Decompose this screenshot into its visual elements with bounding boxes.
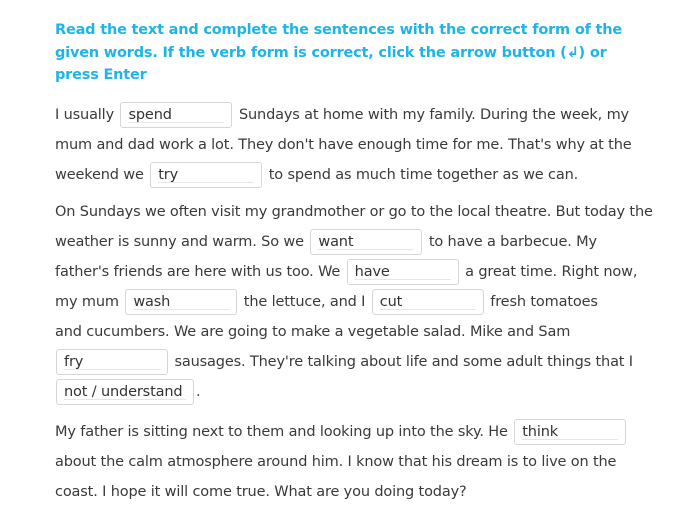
text: coast. I hope it will come true. What are you doing today?	[55, 484, 467, 500]
answer-gap-6[interactable]: cut	[372, 289, 484, 315]
text: .	[196, 384, 201, 400]
text: mum and dad work a lot. They don't have enough time for me. That's why at the	[55, 137, 632, 153]
text: father's friends are here with us too. We	[55, 264, 341, 280]
text: my mum	[55, 294, 119, 310]
answer-gap-4[interactable]: have	[347, 259, 459, 285]
answer-gap-3[interactable]: want	[310, 229, 422, 255]
text: Sundays at home with my family. During the week, my	[238, 107, 629, 123]
answer-gap-8[interactable]: not / understand	[56, 379, 194, 405]
text-line	[55, 229, 597, 255]
text: I usually	[55, 107, 114, 123]
text-line	[55, 479, 467, 505]
text: the lettuce, and I	[243, 294, 366, 310]
answer-gap-1[interactable]: spend	[120, 102, 232, 128]
text: a great time. Right now,	[465, 264, 638, 280]
text-line	[55, 449, 616, 475]
text-line	[55, 319, 570, 345]
text: fresh tomatoes	[490, 294, 598, 310]
text: sausages. They're talking about life and some adult things that I	[174, 354, 633, 370]
answer-gap-5[interactable]: wash	[125, 289, 237, 315]
text-line	[55, 102, 629, 128]
instructions: Read the text and complete the sentences with the correct form of the given words. If the verb form is correct, click the arrow button (↲) or press Enter	[55, 22, 623, 83]
text-line	[55, 162, 578, 188]
answer-gap-7[interactable]: fry	[56, 349, 168, 375]
text: to spend as much time together as we can.	[268, 167, 579, 183]
text-line	[55, 132, 632, 158]
text: weekend we	[55, 167, 144, 183]
text-line	[55, 289, 598, 315]
text-line	[55, 259, 637, 285]
text: to have a barbecue. My	[428, 234, 597, 250]
text: weather is sunny and warm. So we	[55, 234, 304, 250]
answer-gap-2[interactable]: try	[150, 162, 262, 188]
text-line	[55, 379, 200, 405]
text: and cucumbers. We are going to make a vegetable salad. Mike and Sam	[55, 324, 571, 340]
text-line	[55, 199, 653, 225]
answer-gap-9[interactable]: think	[514, 419, 626, 445]
text-line	[55, 349, 633, 375]
text: On Sundays we often visit my grandmother or go to the local theatre. But today the	[55, 204, 653, 220]
text: about the calm atmosphere around him. I know that his dream is to live on the	[55, 454, 617, 470]
text-line	[55, 419, 628, 445]
text: My father is sitting next to them and looking up into the sky. He	[55, 424, 508, 440]
